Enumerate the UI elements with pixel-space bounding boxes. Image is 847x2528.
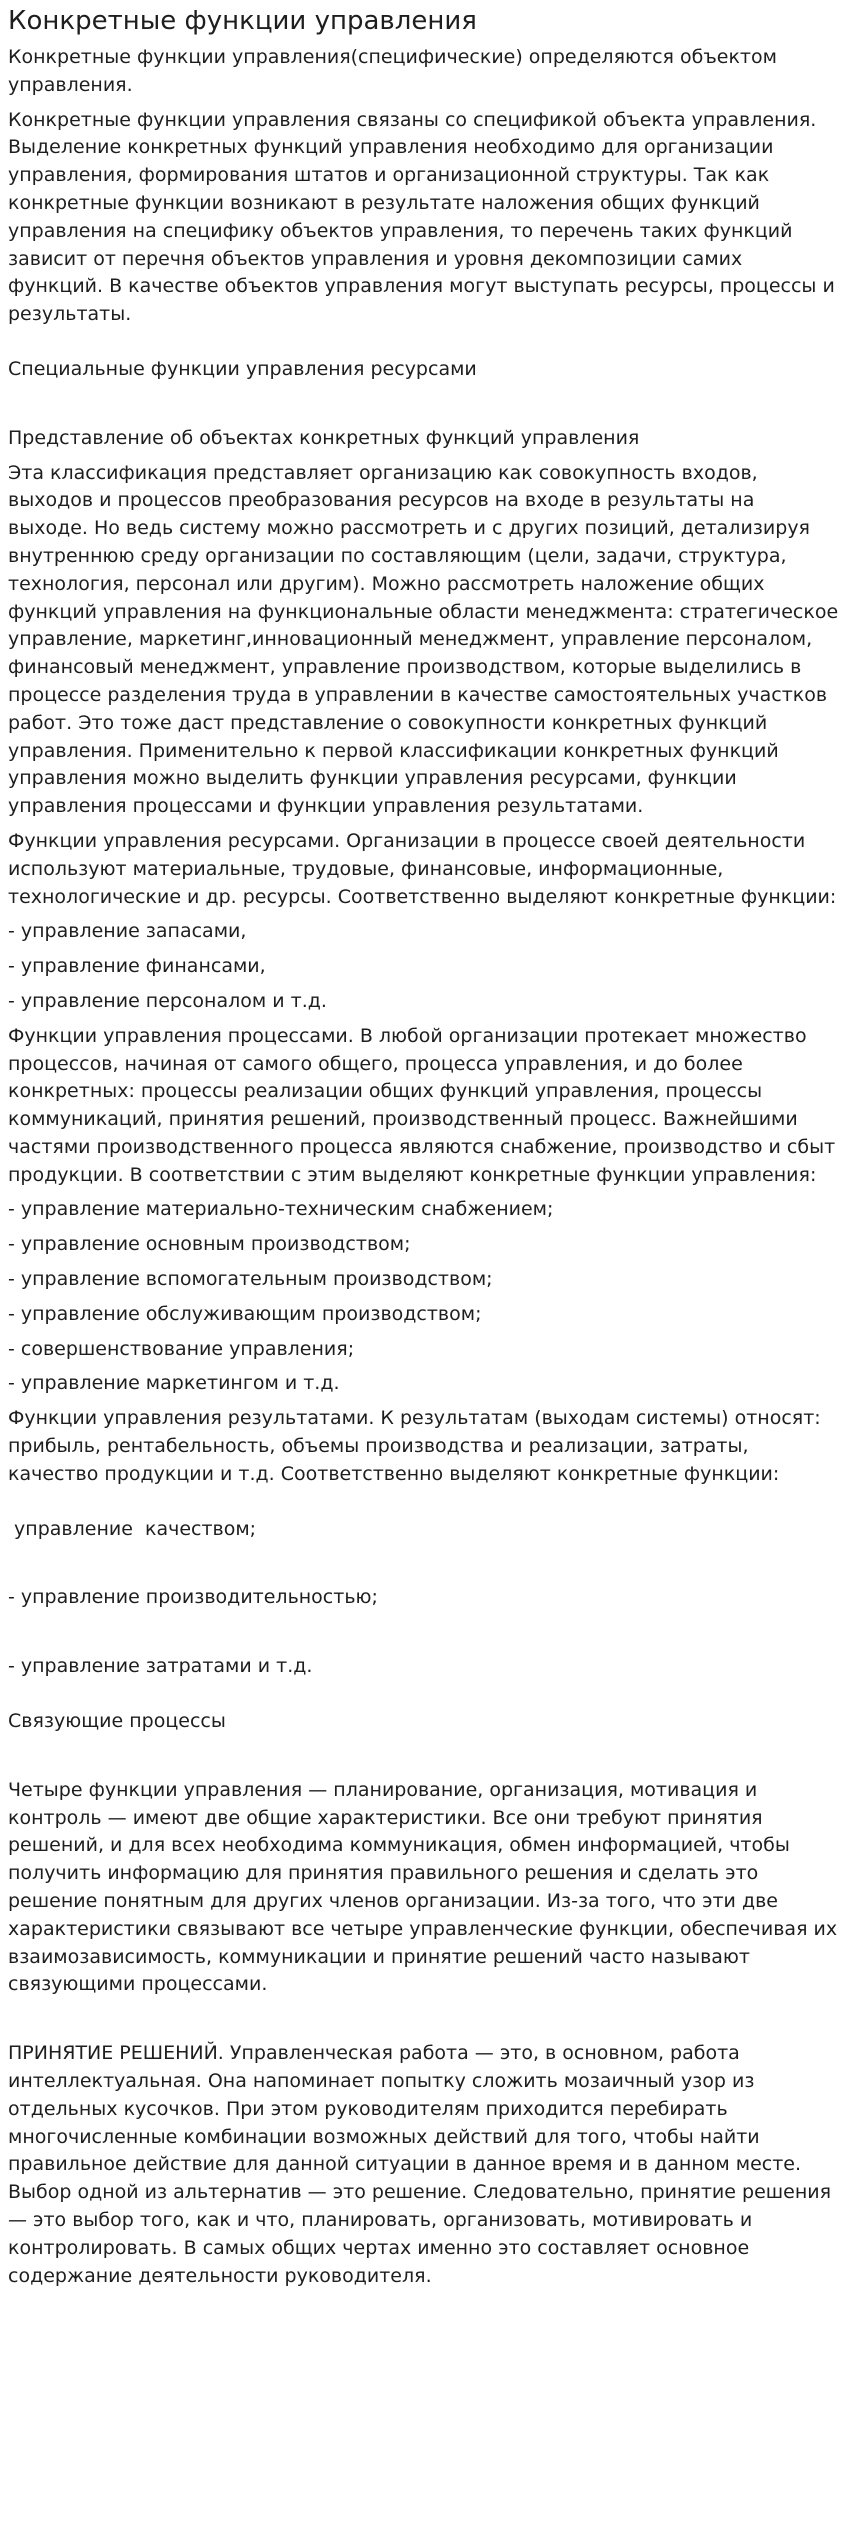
spacer (8, 1619, 839, 1653)
list-item: - управление производительностью; (8, 1586, 378, 1609)
paragraph: ПРИНЯТИЕ РЕШЕНИЙ. Управленческая работа — это, в основном, работа интеллектуальная. Она напоминает попытку сложить мозаичный узор из отдельных кусочков. При этом руководителям приходится перебирать многочисленные комбинации возможных действий для того, чтобы найти правильное действие для данной ситуации в данное время и в данном месте. Выбор одной из альтернатив — это решение. Следовательно, принятие решения — это выбор того, как и что, планировать, организовать, мотивировать и контролировать. В самых общих чертах именно это составляет основное содержание деятельности руководителя. (8, 2042, 832, 2287)
spacer (8, 1743, 839, 1777)
list-item: - управление персоналом и т.д. (8, 989, 327, 1012)
spacer (8, 336, 839, 356)
intro-paragraph: Конкретные функции управления(специфические) определяются объектом управления. (8, 46, 777, 96)
list-item: - управление вспомогательным производством; (8, 1268, 493, 1291)
spacer (8, 1688, 839, 1708)
paragraph: Четыре функции управления — планирование, организация, мотивация и контроль — имеют две общие характеристики. Все они требуют принятия решений, и для всех необходима коммуникация, обмен информацией, чтобы получить информацию для принятия правильного решения и сделать это решение понятным для других членов организации. Из-за того, что эти две характеристики связывают все четыре управленческие функции, обеспечивая их взаимозависимость, коммуникации и принятие решений часто называют связующими процессами. (8, 1778, 838, 1996)
page-title: Конкретные функции управления (8, 6, 477, 36)
paragraph: Конкретные функции управления связаны со спецификой объекта управления. Выделение конкретных функций управления необходимо для организации управления, формирования штатов и организационной структуры. Так как конкретные функции возникают в результате наложения общих функций управления на специфику объектов управления, то перечень таких функций зависит от перечня объектов управления и уровня декомпозиции самих функций. В качестве объектов управления могут выступать ресурсы, процессы и результаты. (8, 108, 835, 326)
list-item: - управление материально-техническим снабжением; (8, 1198, 554, 1221)
list-item: - управление основным производством; (8, 1233, 411, 1256)
paragraph: Функции управления процессами. В любой организации протекает множество процессов, начиная от самого общего, процесса управления, и до более конкретных: процессы реализации общих функций управления, процессы коммуникаций, принятия решений, производственный процесс. Важнейшими частями производственного процесса являются снабжение, производство и сбыт продукции. В соответствии с этим выделяют конкретные функции управления: (8, 1024, 836, 1186)
section-heading-representation: Представление об объектах конкретных функций управления (8, 426, 640, 449)
spacer (8, 2006, 839, 2040)
list-item: - управление обслуживающим производством; (8, 1302, 482, 1325)
list-item: - управление финансами, (8, 955, 266, 978)
list-item: - управление маркетингом и т.д. (8, 1372, 340, 1395)
section-heading-resources: Специальные функции управления ресурсами (8, 357, 477, 380)
spacer (8, 1496, 839, 1516)
list-item: - управление затратами и т.д. (8, 1655, 313, 1678)
paragraph: Функции управления результатами. К результатам (выходам системы) относят: прибыль, рентабельность, объемы производства и реализации, затраты, качество продукции и т.д. Соответственно выделяют конкретные функции: (8, 1407, 821, 1485)
list-item: управление качеством; (8, 1517, 257, 1540)
list-item: - управление запасами, (8, 920, 247, 943)
list-item: - совершенствование управления; (8, 1337, 355, 1360)
section-heading-linking: Связующие процессы (8, 1710, 226, 1733)
paragraph: Эта классификация представляет организацию как совокупность входов, выходов и процессов преобразования ресурсов на входе в результаты на выходе. Но ведь систему можно рассмотреть и с других позиций, детализируя внутреннюю среду организации по составляющим (цели, задачи, структура, технология, персонал или другим). Можно рассмотреть наложение общих функций управления на функциональные области менеджмента: стратегическое управление, маркетинг,инновационный менеджмент, управление персоналом, финансовый менеджмент, управление производством, которые выделились в процессе разделения труда в управлении в качестве самостоятельных участков работ. Это тоже даст представление о совокупности конкретных функций управления. Применительно к первой классификации конкретных функций управления можно выделить функции управления ресурсами, функции управления процессами и функции управления результатами. (8, 461, 839, 818)
spacer (8, 391, 839, 425)
spacer (8, 1550, 839, 1584)
paragraph: Функции управления ресурсами. Организации в процессе своей деятельности используют материальные, трудовые, финансовые, информационные, технологические и др. ресурсы. Соответственно выделяют конкретные функции: (8, 829, 837, 908)
